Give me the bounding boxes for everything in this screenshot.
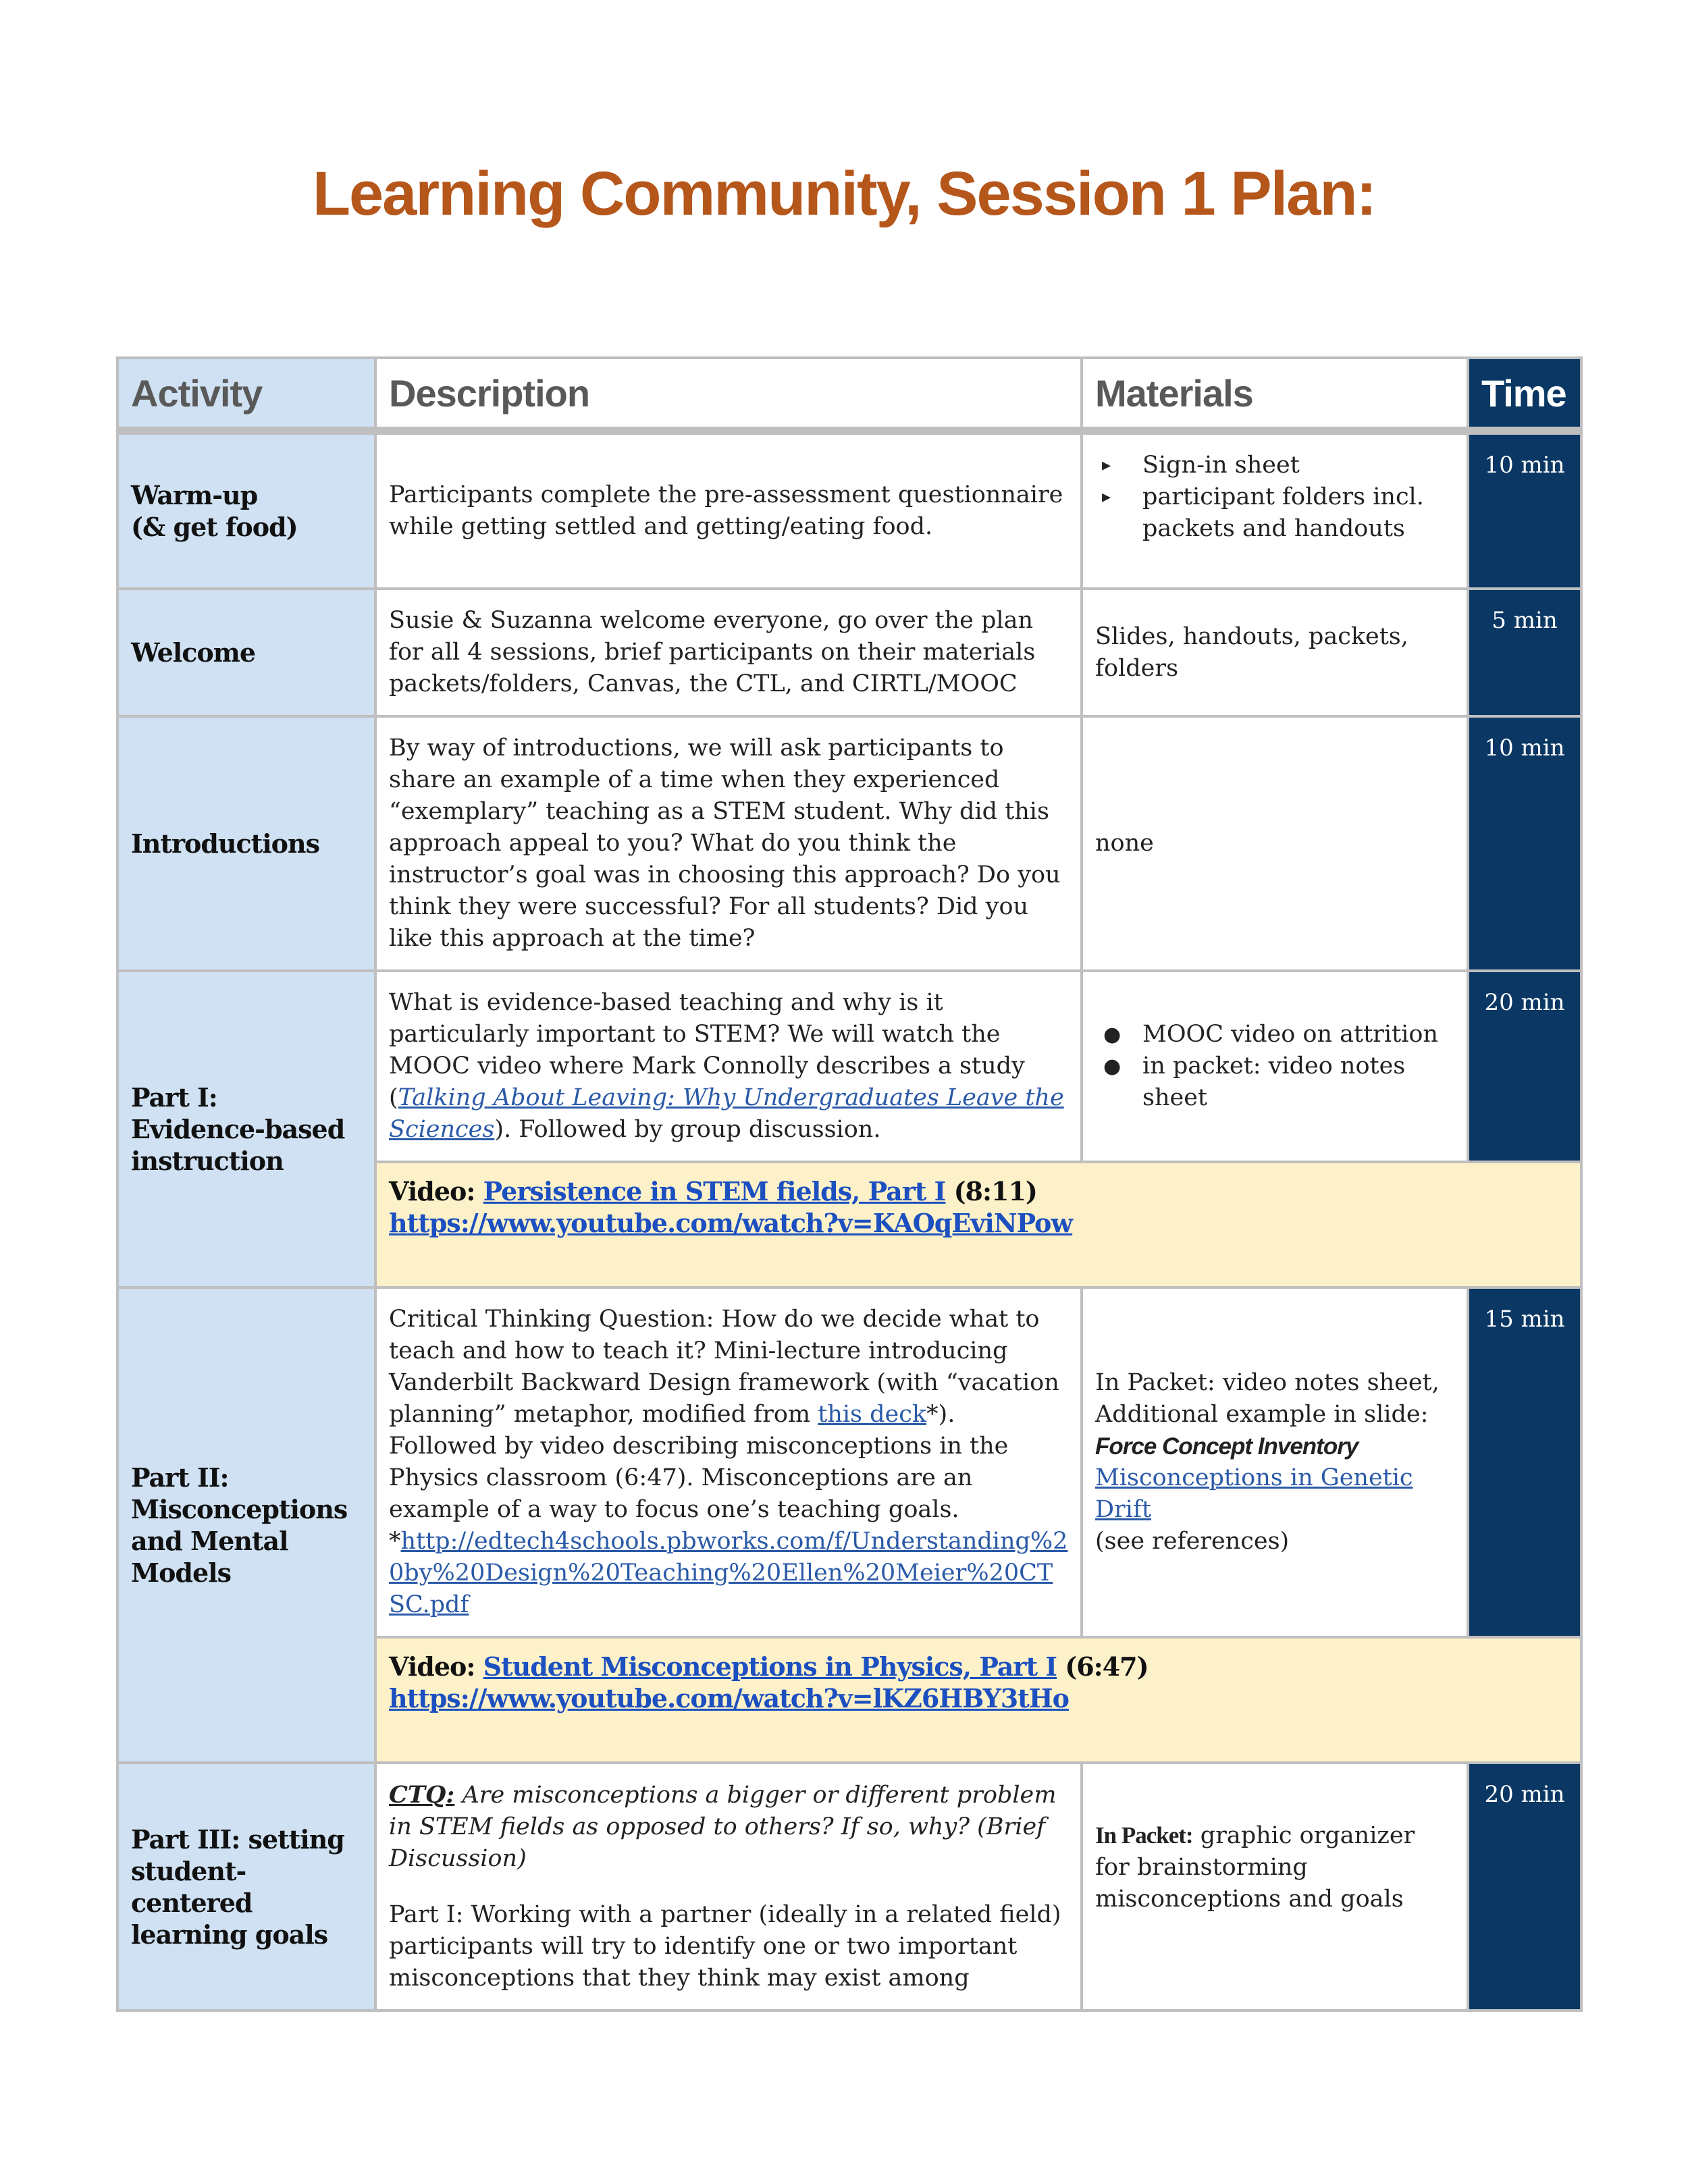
video-url-link[interactable]: https://www.youtube.com/watch?v=KAOqEviNPow <box>389 1208 1073 1238</box>
video-part2 <box>375 1637 1581 1763</box>
this-deck-link[interactable]: this deck <box>818 1401 927 1428</box>
activity-label: and Mental Models <box>131 1526 288 1588</box>
activity-label: learning goals <box>131 1919 328 1950</box>
reference-url-link[interactable]: http://edtech4schools.pbworks.com/f/Understanding%20by%20Design%20Teaching%20Ellen%20Meier%20CTSC.pdf <box>389 1528 1068 1618</box>
activity-label: Part I: <box>131 1082 217 1113</box>
activity-introductions: Introductions <box>117 716 375 971</box>
session-plan-table <box>116 356 1583 2012</box>
activity-label: Part III: setting <box>131 1823 344 1855</box>
activity-label: Part II: <box>131 1462 229 1493</box>
header-activity: Activity <box>117 358 375 431</box>
materials-text: In Packet: video notes sheet, Additional example in slide: <box>1095 1369 1440 1428</box>
video-title-link[interactable]: Persistence in STEM fields, Part I <box>483 1176 946 1206</box>
list-item: ▸ participant folders incl. packets and handouts <box>1142 481 1454 545</box>
description-part1 <box>375 971 1082 1162</box>
description-text: ). Followed by group discussion. <box>494 1116 881 1143</box>
materials-part2 <box>1082 1287 1468 1637</box>
time-part2: 15 min <box>1468 1287 1581 1637</box>
materials-bold-text: Force Concept Inventory <box>1095 1433 1359 1460</box>
ctq-label: CTQ: <box>389 1781 455 1809</box>
activity-label: Warm-up <box>131 480 258 510</box>
description-part3 <box>375 1763 1082 2010</box>
time-part1: 20 min <box>1468 971 1581 1162</box>
description-text: Critical Thinking Question: How do we decide what to teach and how to teach it? Mini-lecture introducing Vanderbilt Backward Design framework (with “vacation planning” metaphor, modified from <box>389 1306 1059 1428</box>
header-row <box>117 358 1581 431</box>
list-item: ● MOOC video on attrition <box>1142 1019 1454 1050</box>
video-url-link[interactable]: https://www.youtube.com/watch?v=lKZ6HBY3tHo <box>389 1683 1070 1713</box>
table-row <box>117 716 1581 971</box>
study-link[interactable]: Talking About Leaving: Why Undergraduates Leave the Sciences <box>389 1084 1064 1143</box>
materials-text: graphic organizer for brainstorming misconceptions and goals <box>1095 1822 1415 1913</box>
video-title-link[interactable]: Student Misconceptions in Physics, Part I <box>483 1651 1057 1682</box>
description-text: *). Followed by video describing misconceptions in the Physics classroom (6:47). Misconceptions are an example of a way to focus one’s teaching goals. <box>389 1401 1009 1523</box>
header-time: Time <box>1468 358 1581 431</box>
description-part2 <box>375 1287 1082 1637</box>
ctq-text: Are misconceptions a bigger or different problem in STEM fields as opposed to others? If so, why? (Brief Discussion) <box>389 1782 1057 1872</box>
materials-warmup <box>1082 431 1468 589</box>
video-label: Video: <box>389 1176 475 1206</box>
materials-bold-text: In Packet: <box>1095 1822 1193 1848</box>
table-row <box>117 971 1581 1162</box>
description-text: Part I: Working with a partner (ideally in a related field) participants will try to identify one or two important misconceptions that they think may exist among <box>389 1901 1061 1992</box>
description-welcome: Susie & Suzanna welcome everyone, go over the plan for all 4 sessions, brief participants on their materials packets/folders, Canvas, the CTL, and CIRTL/MOOC <box>375 589 1082 716</box>
description-introductions: By way of introductions, we will ask participants to share an example of a time when they experienced “exemplary” teaching as a STEM student. Why did this approach appeal to you? What do you think the instructor’s goal was in choosing this approach? Do you think they were successful? For all students? Did you like this approach at the time? <box>375 716 1082 971</box>
table-row <box>117 1287 1581 1637</box>
header-description: Description <box>375 358 1082 431</box>
video-duration: (6:47) <box>1065 1651 1149 1682</box>
genetic-drift-link[interactable]: Misconceptions in Genetic Drift <box>1095 1464 1413 1523</box>
activity-part2 <box>117 1287 375 1763</box>
table-row <box>117 1763 1581 2010</box>
footnote-star: * <box>389 1528 401 1555</box>
video-duration: (8:11) <box>953 1176 1037 1206</box>
activity-label: student-centered <box>131 1855 253 1918</box>
materials-part1 <box>1082 971 1468 1162</box>
materials-part3 <box>1082 1763 1468 2010</box>
activity-welcome: Welcome <box>117 589 375 716</box>
list-item: ● in packet: video notes sheet <box>1142 1050 1454 1114</box>
table-row <box>117 431 1581 589</box>
list-item: ▸ Sign-in sheet <box>1142 450 1454 481</box>
activity-label: Evidence-based <box>131 1114 345 1144</box>
activity-warmup <box>117 431 375 589</box>
page-title: Learning Community, Session 1 Plan: <box>312 159 1376 228</box>
activity-label: instruction <box>131 1146 284 1176</box>
table-row <box>117 589 1581 716</box>
time-introductions: 10 min <box>1468 716 1581 971</box>
time-welcome: 5 min <box>1468 589 1581 716</box>
time-part3: 20 min <box>1468 1763 1581 2010</box>
description-warmup: Participants complete the pre-assessment questionnaire while getting settled and getting/eating food. <box>375 431 1082 589</box>
materials-welcome: Slides, handouts, packets, folders <box>1082 589 1468 716</box>
header-materials: Materials <box>1082 358 1468 431</box>
activity-label: (& get food) <box>131 512 298 542</box>
materials-introductions: none <box>1082 716 1468 971</box>
activity-label: Misconceptions <box>131 1494 348 1524</box>
activity-part3 <box>117 1763 375 2010</box>
video-label: Video: <box>389 1651 475 1682</box>
video-part1 <box>375 1162 1581 1287</box>
materials-text: (see references) <box>1095 1528 1290 1555</box>
time-warmup: 10 min <box>1468 431 1581 589</box>
description-text: What is evidence-based teaching and why is it particularly important to STEM? We will watch the MOOC video where Mark Connolly describes a study ( <box>389 989 1025 1111</box>
activity-part1 <box>117 971 375 1287</box>
